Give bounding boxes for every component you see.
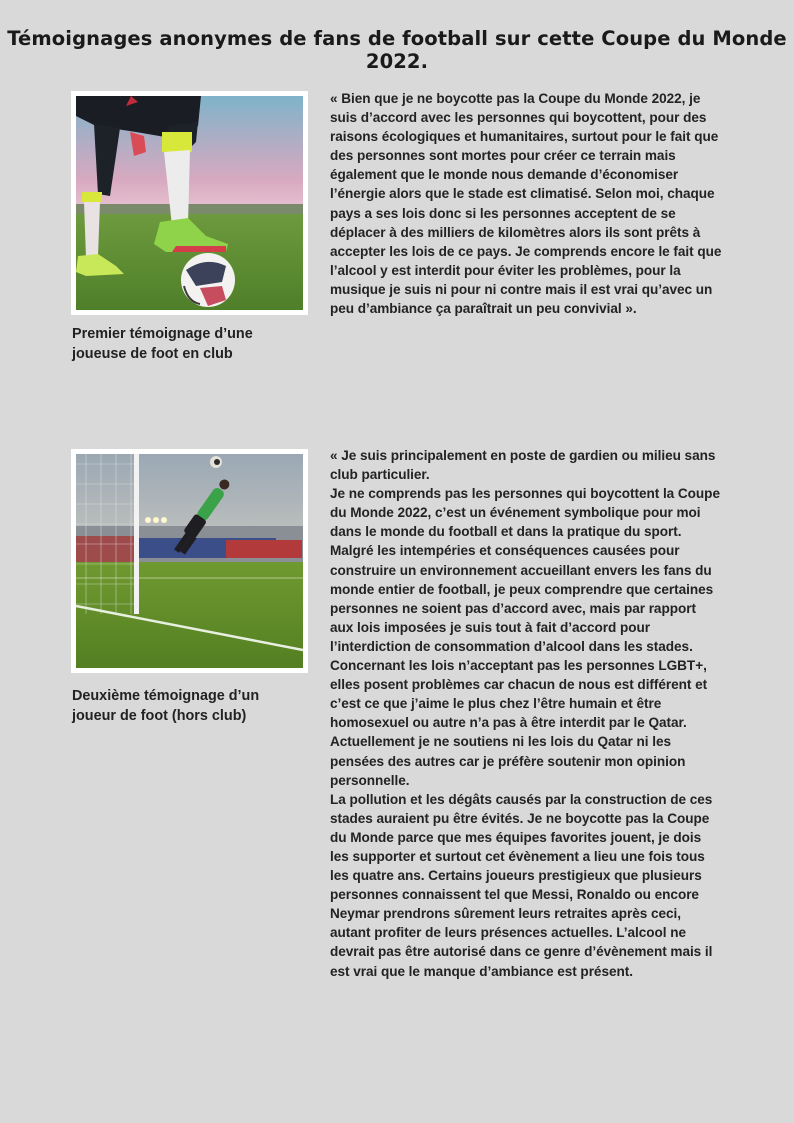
soccer-player-feet-on-ball-photo: [76, 96, 303, 310]
page-title: Témoignages anonymes de fans de football sur cette Coupe du Monde 2022.: [7, 27, 787, 73]
photo-frame-1: [71, 91, 308, 315]
photo-frame-2: [71, 449, 308, 673]
testimony-2-text: [330, 446, 722, 981]
testimony-1-text: [330, 89, 722, 318]
testimony-1-caption: Premier témoignage d’une joueuse de foot en club: [72, 326, 253, 362]
testimony-2-paragraph: La pollution et les dégâts causés par la construction de ces stades auraient pu être évités. Je ne boycotte pas la Coupe du Monde parce que mes équipes favorites jouent, je dois les supporter et surtout cet évènement a lieu une fois tous les quatre ans. Certains joueurs prestigieux que plusieurs personnes connaissent tel que Messi, Ronaldo ou encore Neymar prendrons sûrement leurs retraites après ceci, autant profiter de leurs présences actuelles. L’alcool ne devrait pas être autorisé dans ce genre d’évènement mais il est vrai que le manque d’ambiance est présent.: [330, 791, 713, 979]
testimony-2-paragraph: Concernant les lois n’acceptant pas les personnes LGBT+, elles posent problèmes car chacun de nous est différent et c’est ce que j’aime le plus chez l’être humain et être homosexuel ou autre n’a pas à être interdit par le Qatar.: [330, 658, 708, 731]
testimony-1-paragraph: « Bien que je ne boycotte pas la Coupe du Monde 2022, je suis d’accord avec les personnes qui boycottent, pour des raisons écologiques et humanitaires, surtout pour le fait que des personnes sont mortes pour créer ce terrain mais également que le monde nous demande d’économiser l’énergie alors que le stade est climatisé. Selon moi, chaque pays a ses lois donc si les personnes acceptent de se déplacer à des milliers de kilomètres alors ils sont prêts à accepter les lois de ce pays. Je comprends encore le fait que l’alcool y est interdit pour éviter les problèmes, pour la musique je suis ni pour ni contre mais il est vrai qu’avec un peu d’ambiance ça paraîtrait un peu convivial ».: [330, 91, 722, 317]
testimony-2-caption: Deuxième témoignage d’un joueur de foot (hors club): [72, 688, 260, 724]
testimony-2-paragraph: « Je suis principalement en poste de gardien ou milieu sans club particulier.: [330, 448, 716, 483]
testimony-2-paragraph: Actuellement je ne soutiens ni les lois du Qatar ni les pensées des autres car je préfère soutenir mon opinion personnelle.: [330, 734, 686, 788]
goalkeeper-diving-save-photo: [76, 454, 303, 668]
testimony-2-paragraph: Je ne comprends pas les personnes qui boycottent la Coupe du Monde 2022, c’est un événement symbolique pour moi dans le monde du football et dans la pratique du sport. Malgré les intempéries et conséquences causées pour construire un environnement accueillant envers les fans du monde entier de football, je peux comprendre que certaines personnes ne soient pas d’accord avec, mais par rapport aux lois imposées je suis tout à fait d’accord pour l’interdiction de consommation d’alcool dans les stades.: [330, 486, 720, 654]
